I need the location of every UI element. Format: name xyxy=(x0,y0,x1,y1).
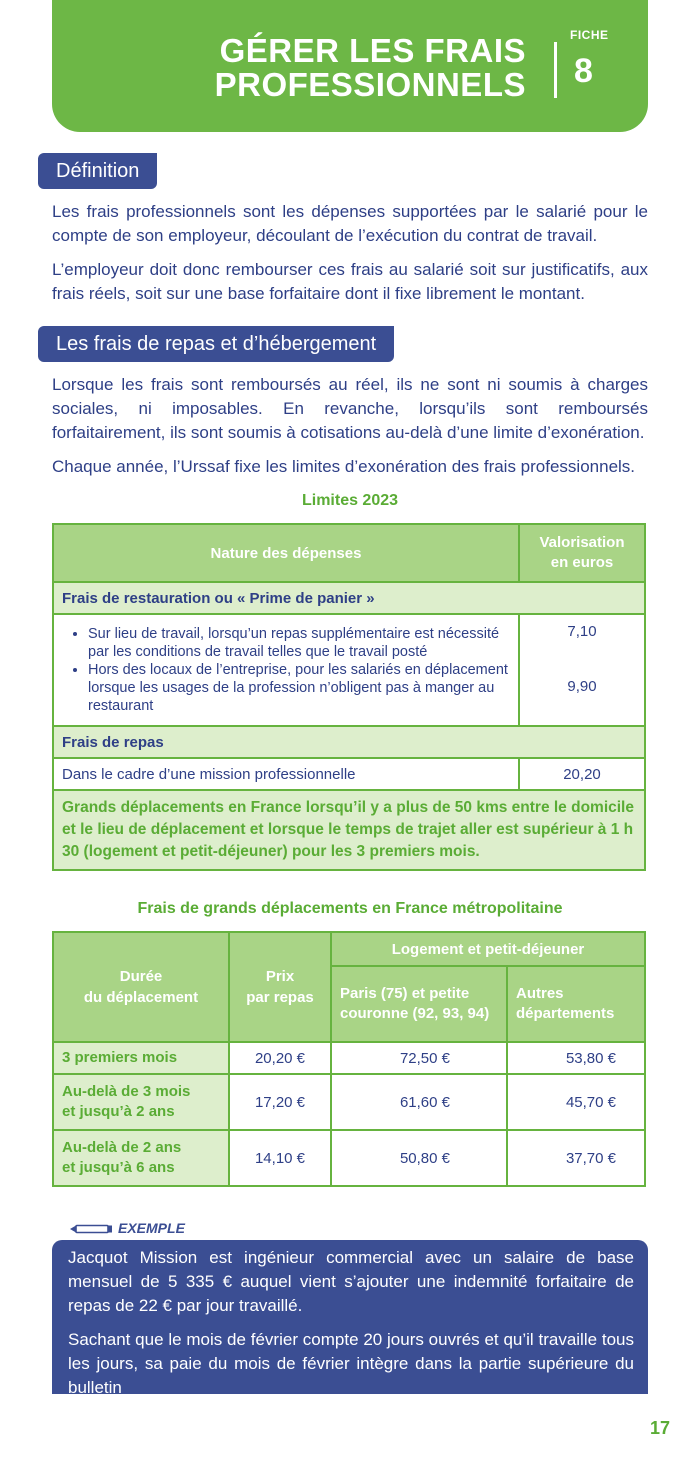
table2-header-duree-line2: du déplacement xyxy=(83,989,199,1006)
table1-restauration-values xyxy=(519,614,645,726)
table2-header-autres-line1: Autres xyxy=(516,985,564,1002)
table2-row1-autres: 53,80 € xyxy=(507,1042,645,1074)
table2-header-prix-line2: par repas xyxy=(246,989,314,1006)
page-title-line1: GÉRER LES FRAIS xyxy=(219,32,526,69)
table1-value-9-90: 9,90 xyxy=(567,678,597,695)
fiche-label: FICHE xyxy=(570,28,609,42)
page-number: 17 xyxy=(650,1418,671,1438)
table1-restauration-items xyxy=(53,614,519,726)
fiche-divider xyxy=(554,42,557,98)
repas-paragraph-1: Lorsque les frais sont remboursés au réel, ils ne sont ni soumis à charges sociales, ni imposables. En revanche, lorsqu’ils sont remboursés forfaitairement, ils sont soumis à cotisations au-delà d’une limite d’exonération. xyxy=(52,375,648,442)
table1-header-nature: Nature des dépenses xyxy=(53,524,519,582)
table2-header-autres xyxy=(507,966,645,1042)
table1-value-7-10: 7,10 xyxy=(567,623,597,640)
table2-row3-label-line1: Au-delà de 2 ans xyxy=(62,1139,182,1156)
table2-header-logement: Logement et petit-déjeuner xyxy=(331,932,645,966)
table2-header-prix xyxy=(229,932,331,1042)
table1-item-mission: Dans le cadre d’une mission professionnelle xyxy=(53,758,519,790)
table2-row2-label xyxy=(53,1074,229,1130)
table2-row1-label: 3 premiers mois xyxy=(53,1042,229,1074)
example-label: EXEMPLE xyxy=(118,1220,185,1236)
table1-header-valorisation xyxy=(519,524,645,582)
table1-category-repas: Frais de repas xyxy=(53,726,645,758)
section-heading-repas: Les frais de repas et d’hébergement xyxy=(38,326,394,362)
definition-paragraph-2: L’employeur doit donc rembourser ces frais au salarié soit sur justificatifs, aux frais réels, soit sur une base forfaitaire dont il fixe librement le montant. xyxy=(52,260,648,303)
table1-value-20-20: 20,20 xyxy=(519,758,645,790)
section-heading-definition: Définition xyxy=(38,153,157,189)
table1-category-restauration: Frais de restauration ou « Prime de panier » xyxy=(53,582,645,614)
table2-caption: Frais de grands déplacements en France métropolitaine xyxy=(137,900,563,917)
table2-row3-prix: 14,10 € xyxy=(229,1130,331,1186)
table2-row3-label xyxy=(53,1130,229,1186)
table-row xyxy=(53,1130,645,1186)
table2-row3-label-line2: et jusqu’à 6 ans xyxy=(62,1159,175,1176)
page-header xyxy=(52,0,648,132)
grands-deplacements-table xyxy=(52,931,646,1187)
fiche-number: 8 xyxy=(574,52,593,90)
limits-table xyxy=(52,523,646,871)
example-paragraph-1: Jacquot Mission est ingénieur commercial avec un salaire de base mensuel de 5 335 € auquel vient s’ajouter une indemnité forfaitaire de repas de 22 € par jour travaillé. xyxy=(68,1248,634,1315)
table2-row1-paris: 72,50 € xyxy=(331,1042,507,1074)
page-title xyxy=(215,34,526,102)
table2-row2-autres: 45,70 € xyxy=(507,1074,645,1130)
table-row xyxy=(53,1074,645,1130)
example-box xyxy=(52,1240,648,1397)
table1-grands-deplacements: Grands déplacements en France lorsqu’il y a plus de 50 kms entre le domicile et le lieu de déplacement et lorsque le temps de trajet aller est supérieur à 1 h 30 (logement et petit-déjeuner) pour les 3 premiers mois. xyxy=(53,790,645,870)
table2-row2-paris: 61,60 € xyxy=(331,1074,507,1130)
table2-header-duree xyxy=(53,932,229,1042)
table2-row1-prix: 20,20 € xyxy=(229,1042,331,1074)
pencil-icon xyxy=(70,1224,114,1234)
table-row xyxy=(53,1042,645,1074)
example-paragraph-2: Sachant que le mois de février compte 20 jours ouvrés et qu’il travaille tous les jours, sa paie du mois de février intègre dans la partie supérieure du bulletin xyxy=(68,1330,634,1397)
table2-row2-label-line2: et jusqu’à 2 ans xyxy=(62,1103,175,1120)
definition-paragraph-1: Les frais professionnels sont les dépenses supportées par le salarié pour le compte de son employeur, découlant de l’exécution du contrat de travail. xyxy=(52,202,648,245)
table2-row3-autres: 37,70 € xyxy=(507,1130,645,1186)
table1-item-hors-locaux: • Hors des locaux de l’entreprise, pour les salariés en déplacement lorsque les usages de la profession n’obligent pas à manger au restaurant xyxy=(88,661,510,715)
page-title-line2: PROFESSIONNELS xyxy=(214,66,526,103)
table1-item-lieu-travail: • Sur lieu de travail, lorsqu’un repas supplémentaire est nécessité par les conditions de travail telles que le travail posté xyxy=(88,625,510,661)
table2-header-duree-line1: Durée xyxy=(119,968,163,985)
table2-row2-label-line1: Au-delà de 3 mois xyxy=(62,1083,191,1100)
table2-row2-prix: 17,20 € xyxy=(229,1074,331,1130)
table2-row3-paris: 50,80 € xyxy=(331,1130,507,1186)
table1-caption: Limites 2023 xyxy=(301,492,399,509)
table2-header-prix-line1: Prix xyxy=(265,968,295,985)
table1-header-valorisation-line1: Valorisation xyxy=(539,534,625,551)
table2-header-paris: Paris (75) et petite couronne (92, 93, 94) xyxy=(331,966,507,1042)
repas-paragraph-2: Chaque année, l’Urssaf fixe les limites d’exonération des frais professionnels. xyxy=(52,457,636,476)
table1-header-valorisation-line2: en euros xyxy=(550,554,614,571)
table2-header-autres-line2: départements xyxy=(516,1005,615,1022)
